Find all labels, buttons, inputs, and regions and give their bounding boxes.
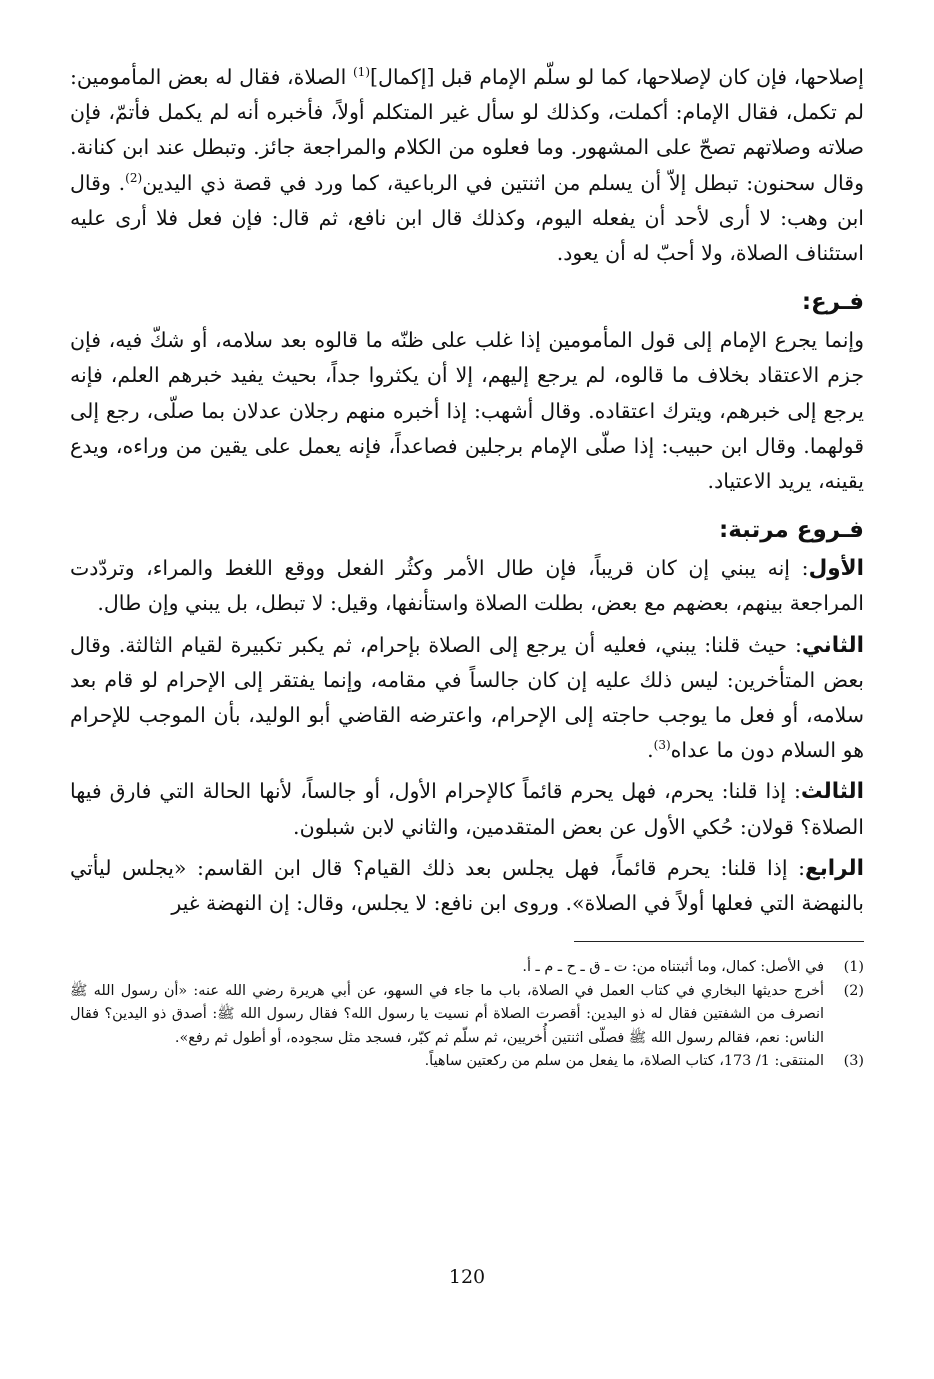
branch-label: الثاني <box>801 632 864 658</box>
branch-fourth <box>70 851 864 921</box>
footnote-text: في الأصل: كمال، وما أثبتناه من: ت ـ ق ـ ح ـ م ـ أ. <box>522 959 824 976</box>
branch-label: الثالث <box>800 779 864 805</box>
opening-paragraph <box>70 60 864 271</box>
branch-text: : حيث قلنا: يبني، فعليه أن يرجع إلى الصلاة بإحرام، ثم يكبر تكبيرة لقيام الثالثة. وقال بعض المتأخرين: ليس ذلك عليه إن كان جالساً في مقامه، وإنما يفتقر إلى الإحرام لو قام بعد سلامه، أو فعل ما يوجب حاجته إلى الإحرام، واعترضه القاضي أبو الوليد، بأن الموجب للإحرام هو السلام دون ما عداه <box>70 632 864 763</box>
footnote-text: المنتقى: 1/ 173، كتاب الصلاة، ما يفعل من سلم من ركعتين ساهياً. <box>424 1053 824 1070</box>
branch-second <box>70 628 864 769</box>
branch-third <box>70 774 864 844</box>
footnote-ref-2[interactable]: (2) <box>125 170 143 185</box>
footnote-item <box>70 956 864 980</box>
footnote-divider <box>574 941 864 942</box>
branch-text-end: . <box>647 738 654 763</box>
page-content <box>70 60 864 1339</box>
footnotes <box>70 956 864 1074</box>
branch-first <box>70 551 864 621</box>
section-heading-far: فـرع: <box>801 289 864 316</box>
opening-text-1: إصلاحها، فإن كان لإصلاحها، كما لو سلّم الإمام قبل [إكمال] <box>370 65 864 89</box>
branch-label: الأول <box>808 556 864 582</box>
branch-text: : إنه يبني إن كان قريباً، فإن طال الأمر وكثُر الفعل ووقع اللغط والمراء، وتردّدت المراجعة بينهم، بعضهم مع بعض، بطلت الصلاة واستأنفها، وقيل: لا تبطل، بل يبني وإن طال. <box>70 556 864 616</box>
footnote-number: (1) <box>843 959 864 976</box>
footnote-ref-3[interactable]: (3) <box>653 738 671 753</box>
footnote-number: (2) <box>843 982 864 999</box>
opening-text-2: الصلاة، فقال له بعض المأمومين: لم تكمل، فقال الإمام: أكملت، وكذلك لو سأل غير المتكلم أولاً، فأخبره أنه لم يكمل فأتمّ، فإن صلاته وصلاتهم تصحّ على المشهور. وما فعلوه من الكلام والمراجعة جائز. وتبطل عند ابن كنانة. وقال سحنون: تبطل إلاّ أن يسلم من اثنتين في الرباعية، كما ورد في قصة ذي اليدين <box>70 65 865 195</box>
footnote-item <box>70 1050 864 1074</box>
far-paragraph: وإنما يجرع الإمام إلى قول المأمومين إذا غلب على ظنّه ما قالوه بعد سلامه، أو شكّ فيه، فإن جزم الاعتقاد بخلاف ما قالوه، لم يرجع إليهم، إلا أن يكثروا جداً، بحيث يفيد خبرهم العلم، فإنه يرجع إلى خبرهم، ويترك اعتقاده. وقال أشهب: إذا أخبره منهم رجلان عدلان بما صلّى، رجع إلى قولهما. وقال ابن حبيب: إذا صلّى الإمام برجلين فصاعداً، فإنه يعمل على يقين من وراءه، ويدع يقينه، يريد الاعتياد. <box>70 328 864 494</box>
page-number: 120 <box>448 1266 486 1288</box>
branch-text: : إذا قلنا: يحرم قائماً، فهل يجلس بعد ذلك القيام؟ قال ابن القاسم: «يجلس ليأتي بالنهضة التي فعلها أولاً في الصلاة». وروى ابن نافع: لا يجلس، وقال: إن النهضة غير <box>70 855 864 916</box>
footnote-item <box>70 980 864 1051</box>
branch-label: الرابع <box>805 855 864 881</box>
footnote-ref-1[interactable]: (1) <box>352 65 370 80</box>
opening-text-3: . وقال ابن وهب: لا أرى لأحد أن يفعله اليوم، وكذلك قال ابن نافع، ثم قال: فإن فعل فلا أرى عليه استئناف الصلاة، ولا أحبّ له أن يعود. <box>70 170 864 266</box>
footnote-number: (3) <box>843 1053 864 1070</box>
section-heading-furu: فـروع مرتبة: <box>719 517 864 544</box>
branch-text: : إذا قلنا: يحرم، فهل يحرم قائماً كالإحرام الأول، أو جالساً، لأنها الحالة التي فارق فيها الصلاة؟ قولان: حُكي الأول عن بعض المتقدمين، والثاني لابن شبلون. <box>70 779 864 839</box>
footnote-text: أخرج حديثها البخاري في كتاب العمل في الصلاة، باب ما جاء في السهو، عن أبي هريرة رضي الله عنه: «أن رسول الله ﷺ انصرف من الشفتين فقال له ذو اليدين: أقصرت الصلاة أم نسيت يا رسول الله؟ فقال رسول الله ﷺ: أصدق ذو اليدين؟ فقال الناس: نعم، فقالم رسول الله ﷺ فصلّى اثنتين أُخريين، ثم سلّم ثم كبّر، فسجد مثل سجوده، أو أطول ثم رفع». <box>70 982 824 1046</box>
